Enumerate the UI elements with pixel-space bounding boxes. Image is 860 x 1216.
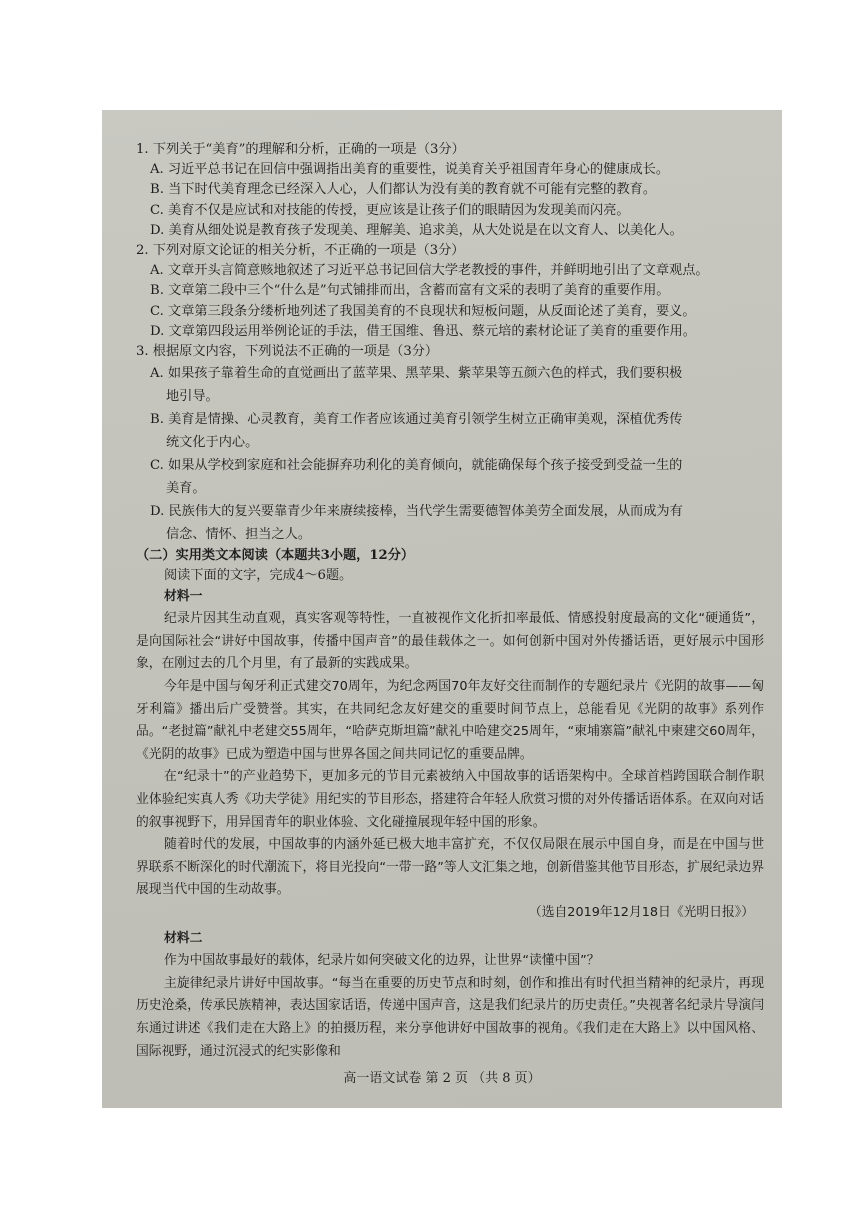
material-1-paragraph-4: 随着时代的发展，中国故事的内涵外延已极大地丰富扩充，不仅仅局限在展示中国自身，而是在中国与世界联系不断深化的时代潮流下，将目光投向“一带一路”等人文汇集之地，创新借鉴其他节目形态，扩展纪录边界展现当代中国的生动故事。: [136, 837, 764, 898]
question-3-option-b: B. 美育是情操、心灵教育，美育工作者应该通过美育引领学生树立正确审美观，深植优秀传: [150, 412, 683, 428]
question-3-stem: 3. 根据原文内容，下列说法不正确的一项是（3分）: [136, 344, 439, 360]
material-1-source: （选自2019年12月18日《光明日报》）: [528, 904, 754, 920]
material-1-paragraph-3: 在“纪录十”的产业趋势下，更加多元的节目元素被纳入中国故事的话语架构中。全球首档跨国联合制作职业体验纪实真人秀《功夫学徒》用纪实的节目形态，搭建符合年轻人欣赏习惯的对外传播话语体系。在双向对话的叙事视野下，用异国青年的职业体验、文化碰撞展现年轻中国的形象。: [136, 769, 764, 830]
material-1-paragraph-2: 今年是中国与匈牙利正式建交70周年，为纪念两国70年友好交往而制作的专题纪录片《光阴的故事——匈牙利篇》播出后广受赞誉。其实，在共同纪念友好建交的重要时间节点上，总能看见《光阴的故事》系列作品。“老挝篇”献礼中老建交55周年，“哈萨克斯坦篇”献礼中哈建交25周年，“柬埔寨篇”献礼中柬建交60周年，《光阴的故事》已成为塑造中国与世界各国之间共同记忆的重要品牌。: [136, 679, 764, 762]
question-3-option-d: D. 民族伟大的复兴要靠青少年来赓续接棒，当代学生需要德智体美劳全面发展，从而成为有: [150, 504, 683, 520]
material-2-title: 材料二: [164, 930, 203, 946]
material-1-title: 材料一: [164, 589, 203, 605]
question-1-option-d: D. 美育从细处说是教育孩子发现美、理解美、追求美，从大处说是在以文育人、以美化人。: [150, 222, 683, 238]
material-1-paragraph-1: 纪录片因其生动直观，真实客观等特性，一直被视作文化折扣率最低、情感投射度最高的文化“硬通货”，是向国际社会“讲好中国故事，传播中国声音”的最佳载体之一。如何创新中国对外传播话语，更好展示中国形象，在刚过去的几个月里，有了最新的实践成果。: [136, 611, 764, 672]
question-1-option-c: C. 美育不仅是应试和对技能的传授，更应该是让孩子们的眼睛因为发现美而闪亮。: [150, 202, 630, 218]
question-3-option-a: A. 如果孩子靠着生命的直觉画出了蓝苹果、黑苹果、紫苹果等五颜六色的样式，我们要积极: [150, 366, 683, 382]
page-footer: 高一语文试卷 第 2 页 （共 8 页）: [343, 1071, 541, 1086]
question-1-option-b: B. 当下时代美育理念已经深入人心，人们都认为没有美的教育就不可能有完整的教育。: [150, 182, 657, 198]
question-1-stem: 1. 下列关于“美育”的理解和分析，正确的一项是（3分）: [136, 142, 465, 157]
section-2: [136, 546, 764, 1063]
question-2-option-d: D. 文章第四段运用举例论证的手法，借王国维、鲁迅、蔡元培的素材论证了美育的重要作用。: [150, 323, 696, 339]
section-2-heading: （二）实用类文本阅读（本题共3小题，12分）: [136, 548, 415, 564]
question-2-option-a: A. 文章开头言简意赅地叙述了习近平总书记回信大学老教授的事件，并鲜明地引出了文章观点。: [150, 263, 709, 279]
material-2-paragraph-2: 主旋律纪录片讲好中国故事。“每当在重要的历史节点和时刻，创作和推出有时代担当精神的纪录片，再现历史沧桑，传承民族精神，表达国家话语，传递中国声音，这是我们纪录片的历史责任。”央视著名纪录片导演闫东通过讲述《我们走在大路上》的拍摄历程，来分享他讲好中国故事的视角。《我们走在大路上》以中国风格、国际视野，通过沉浸式的纪实影像和: [136, 975, 764, 1059]
question-1-option-a: A. 习近平总书记在回信中强调指出美育的重要性，说美育关乎祖国青年身心的健康成长。: [150, 162, 670, 178]
question-3-option-a-cont: 地引导。: [166, 389, 219, 405]
question-2-option-c: C. 文章第三段条分缕析地列述了我国美育的不良现状和短板问题，从反面论述了美育，要义。: [150, 303, 696, 319]
question-2-stem: 2. 下列对原文论证的相关分析，不正确的一项是（3分）: [136, 243, 465, 259]
question-3-option-c-cont: 美育。: [166, 481, 206, 497]
question-3-option-d-cont: 信念、情怀、担当之人。: [166, 527, 312, 543]
question-3-option-c: C. 如果从学校到家庭和社会能摒弃功利化的美育倾向，就能确保每个孩子接受到受益一生的: [150, 458, 683, 474]
material-2-paragraph-1: 作为中国故事最好的载体，纪录片如何突破文化的边界，让世界“读懂中国”？: [164, 953, 600, 969]
question-3-option-b-cont: 统文化于内心。: [166, 435, 259, 451]
exam-page: [102, 110, 782, 1108]
section-2-instruction: 阅读下面的文字，完成4～6题。: [164, 568, 353, 584]
question-2-option-b: B. 文章第二段中三个“什么是”句式铺排而出，含蓄而富有文采的表明了美育的重要作用。: [150, 283, 670, 299]
